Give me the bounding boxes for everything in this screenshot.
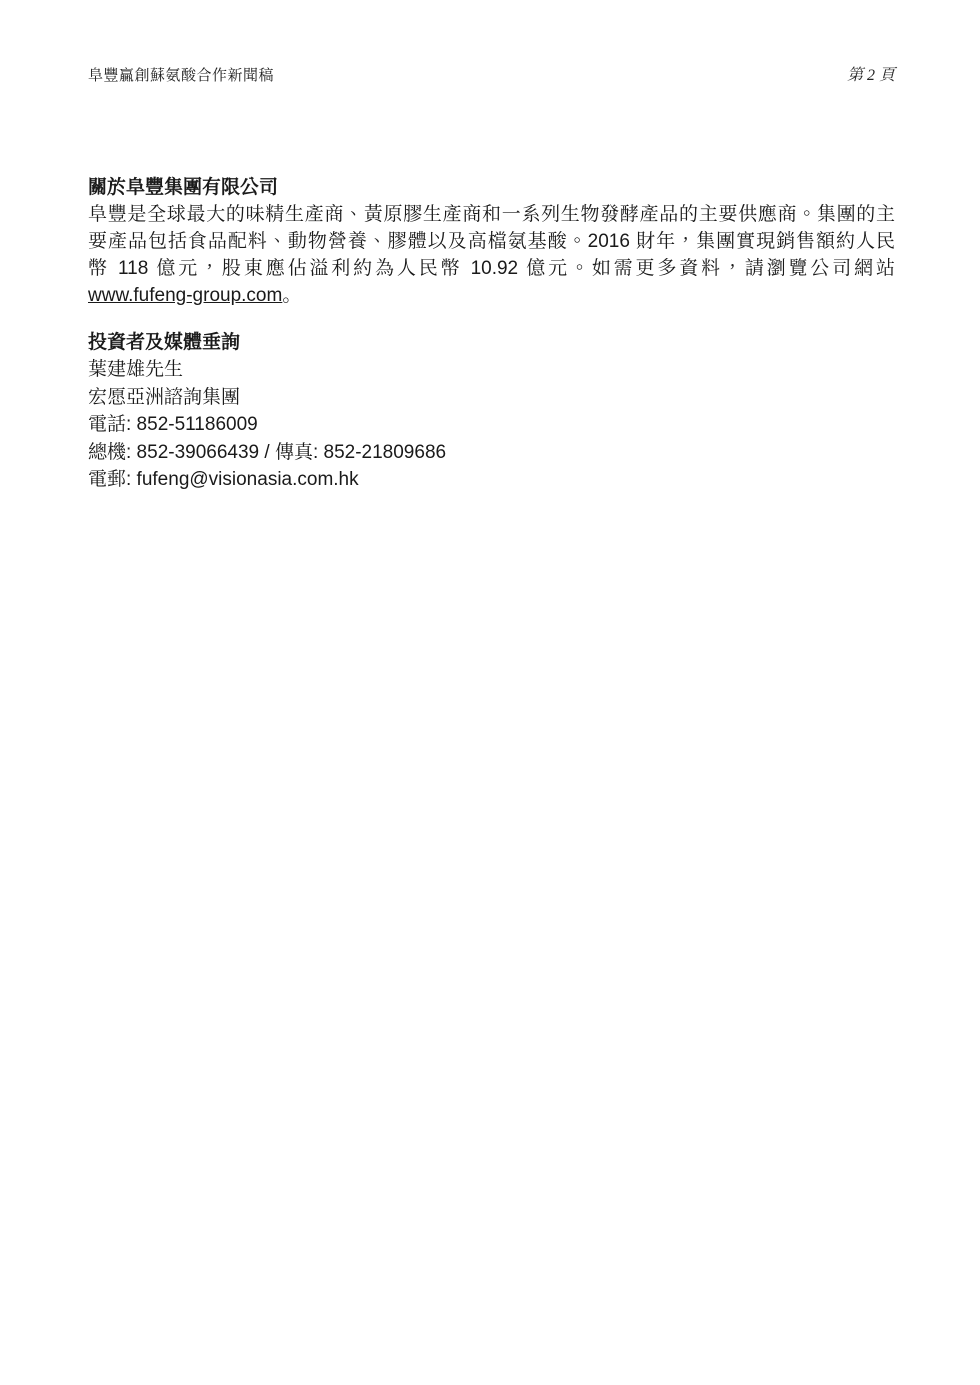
about-paragraph-line: 阜豐是全球最大的味精生產商、黃原膠生產商和一系列生物發酵產品的主要供應商。集團的主: [88, 204, 895, 225]
contact-switchboard-fax-line: 總機: 852-39066439 / 傳真: 852-21809686: [88, 441, 447, 463]
website-link[interactable]: www.fufeng-group.com: [88, 285, 283, 306]
contact-section-heading: 投資者及媒體垂詢: [88, 332, 241, 353]
page-header: [88, 66, 895, 86]
about-paragraph-line: 幣 118 億元，股東應佔溢利約為人民幣 10.92 億元。如需更多資料，請瀏覽公司網站: [88, 258, 895, 279]
website-line-suffix: 。: [282, 285, 302, 306]
header-doc-title: 阜豐贏創蘇氨酸合作新聞稿: [88, 67, 275, 84]
contact-email-line: 電郵: fufeng@visionasia.com.hk: [88, 469, 359, 490]
about-section-heading: 關於阜豐集團有限公司: [88, 177, 279, 198]
contact-person-name: 葉建雄先生: [88, 359, 184, 380]
about-website-line: [88, 282, 895, 309]
contact-company-name: 宏愿亞洲諮詢集團: [88, 386, 241, 408]
header-page-number: 第 2 頁: [846, 67, 895, 84]
contact-phone-line: 電話: 852-51186009: [88, 414, 258, 435]
about-paragraph-line: 要產品包括食品配料、動物營養、膠體以及高檔氨基酸。2016 財年，集團實現銷售額約人民: [88, 231, 895, 252]
